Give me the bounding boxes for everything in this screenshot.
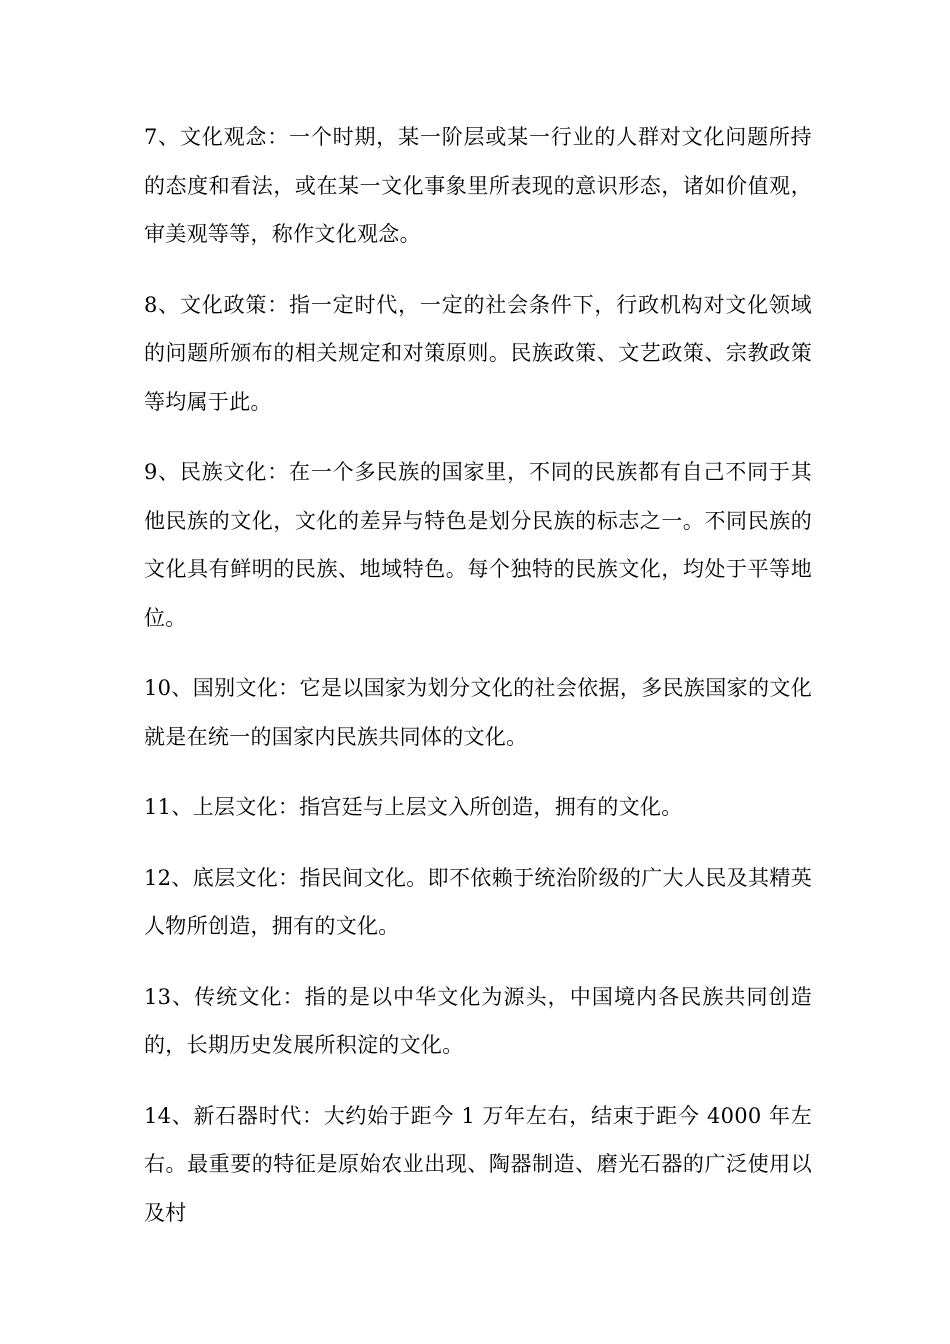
document-body	[144, 113, 812, 1259]
paragraph-cultural-concept: 7、文化观念：一个时期，某一阶层或某一行业的人群对文化问题所持的态度和看法，或在某一文化事象里所表现的意识形态，诸如价值观，审美观等等，称作文化观念。	[144, 125, 812, 246]
paragraph-traditional-culture: 13、传统文化：指的是以中华文化为源头，中国境内各民族共同创造的，长期历史发展所积淀的文化。	[144, 984, 812, 1057]
paragraph-lower-culture: 12、底层文化：指民间文化。即不依赖于统治阶级的广大人民及其精英人物所创造，拥有的文化。	[144, 865, 812, 938]
paragraph-upper-culture: 11、上层文化：指宫廷与上层文入所创造，拥有的文化。	[144, 795, 683, 819]
paragraph-national-culture: 10、国别文化：它是以国家为划分文化的社会依据，多民族国家的文化就是在统一的国家内民族共同体的文化。	[144, 676, 812, 749]
paragraph-cultural-policy: 8、文化政策：指一定时代，一定的社会条件下，行政机构对文化领域的问题所颁布的相关规定和对策原则。民族政策、文艺政策、宗教政策等均属于此。	[144, 292, 812, 414]
paragraph-neolithic-age: 14、新石器时代：大约始于距今 1 万年左右，结束于距今 4000 年左右。最重要的特征是原始农业出现、陶器制造、磨光石器的广泛使用以及村	[144, 1103, 812, 1225]
paragraph-ethnic-culture: 9、民族文化：在一个多民族的国家里，不同的民族都有自己不同于其他民族的文化，文化的差异与特色是划分民族的标志之一。不同民族的文化具有鲜明的民族、地域特色。每个独特的民族文化，均处于平等地位。	[144, 460, 812, 630]
